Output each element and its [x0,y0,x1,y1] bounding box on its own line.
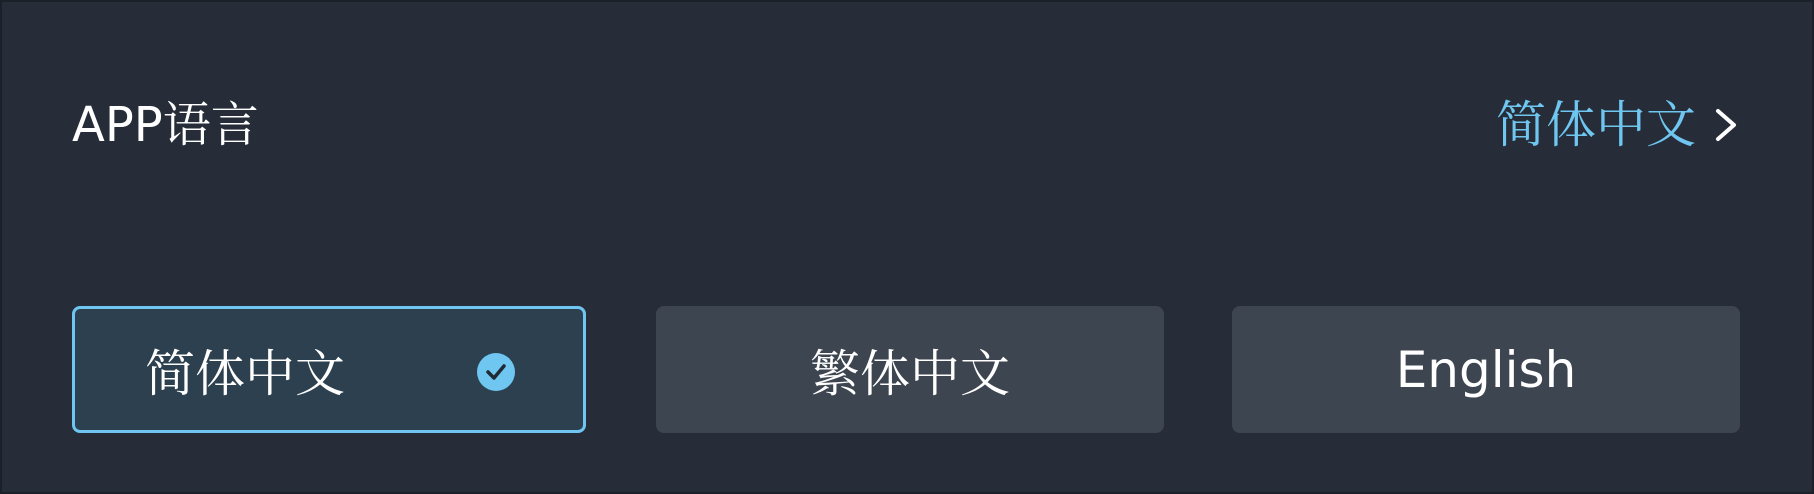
chevron-right-icon [1712,107,1740,143]
current-language-value: 简体中文 [1496,96,1696,154]
language-option-simplified-chinese[interactable] [72,306,586,433]
language-option-label: 简体中文 [145,344,345,403]
language-option-label: English [1395,340,1577,399]
language-option-label: 繁体中文 [810,344,1010,403]
app-language-label: APP语言 [72,97,259,153]
check-circle-icon [476,352,516,392]
language-options [72,306,1742,433]
language-option-english[interactable] [1232,306,1740,433]
current-language-link[interactable] [1496,97,1740,153]
language-option-traditional-chinese[interactable] [656,306,1164,433]
